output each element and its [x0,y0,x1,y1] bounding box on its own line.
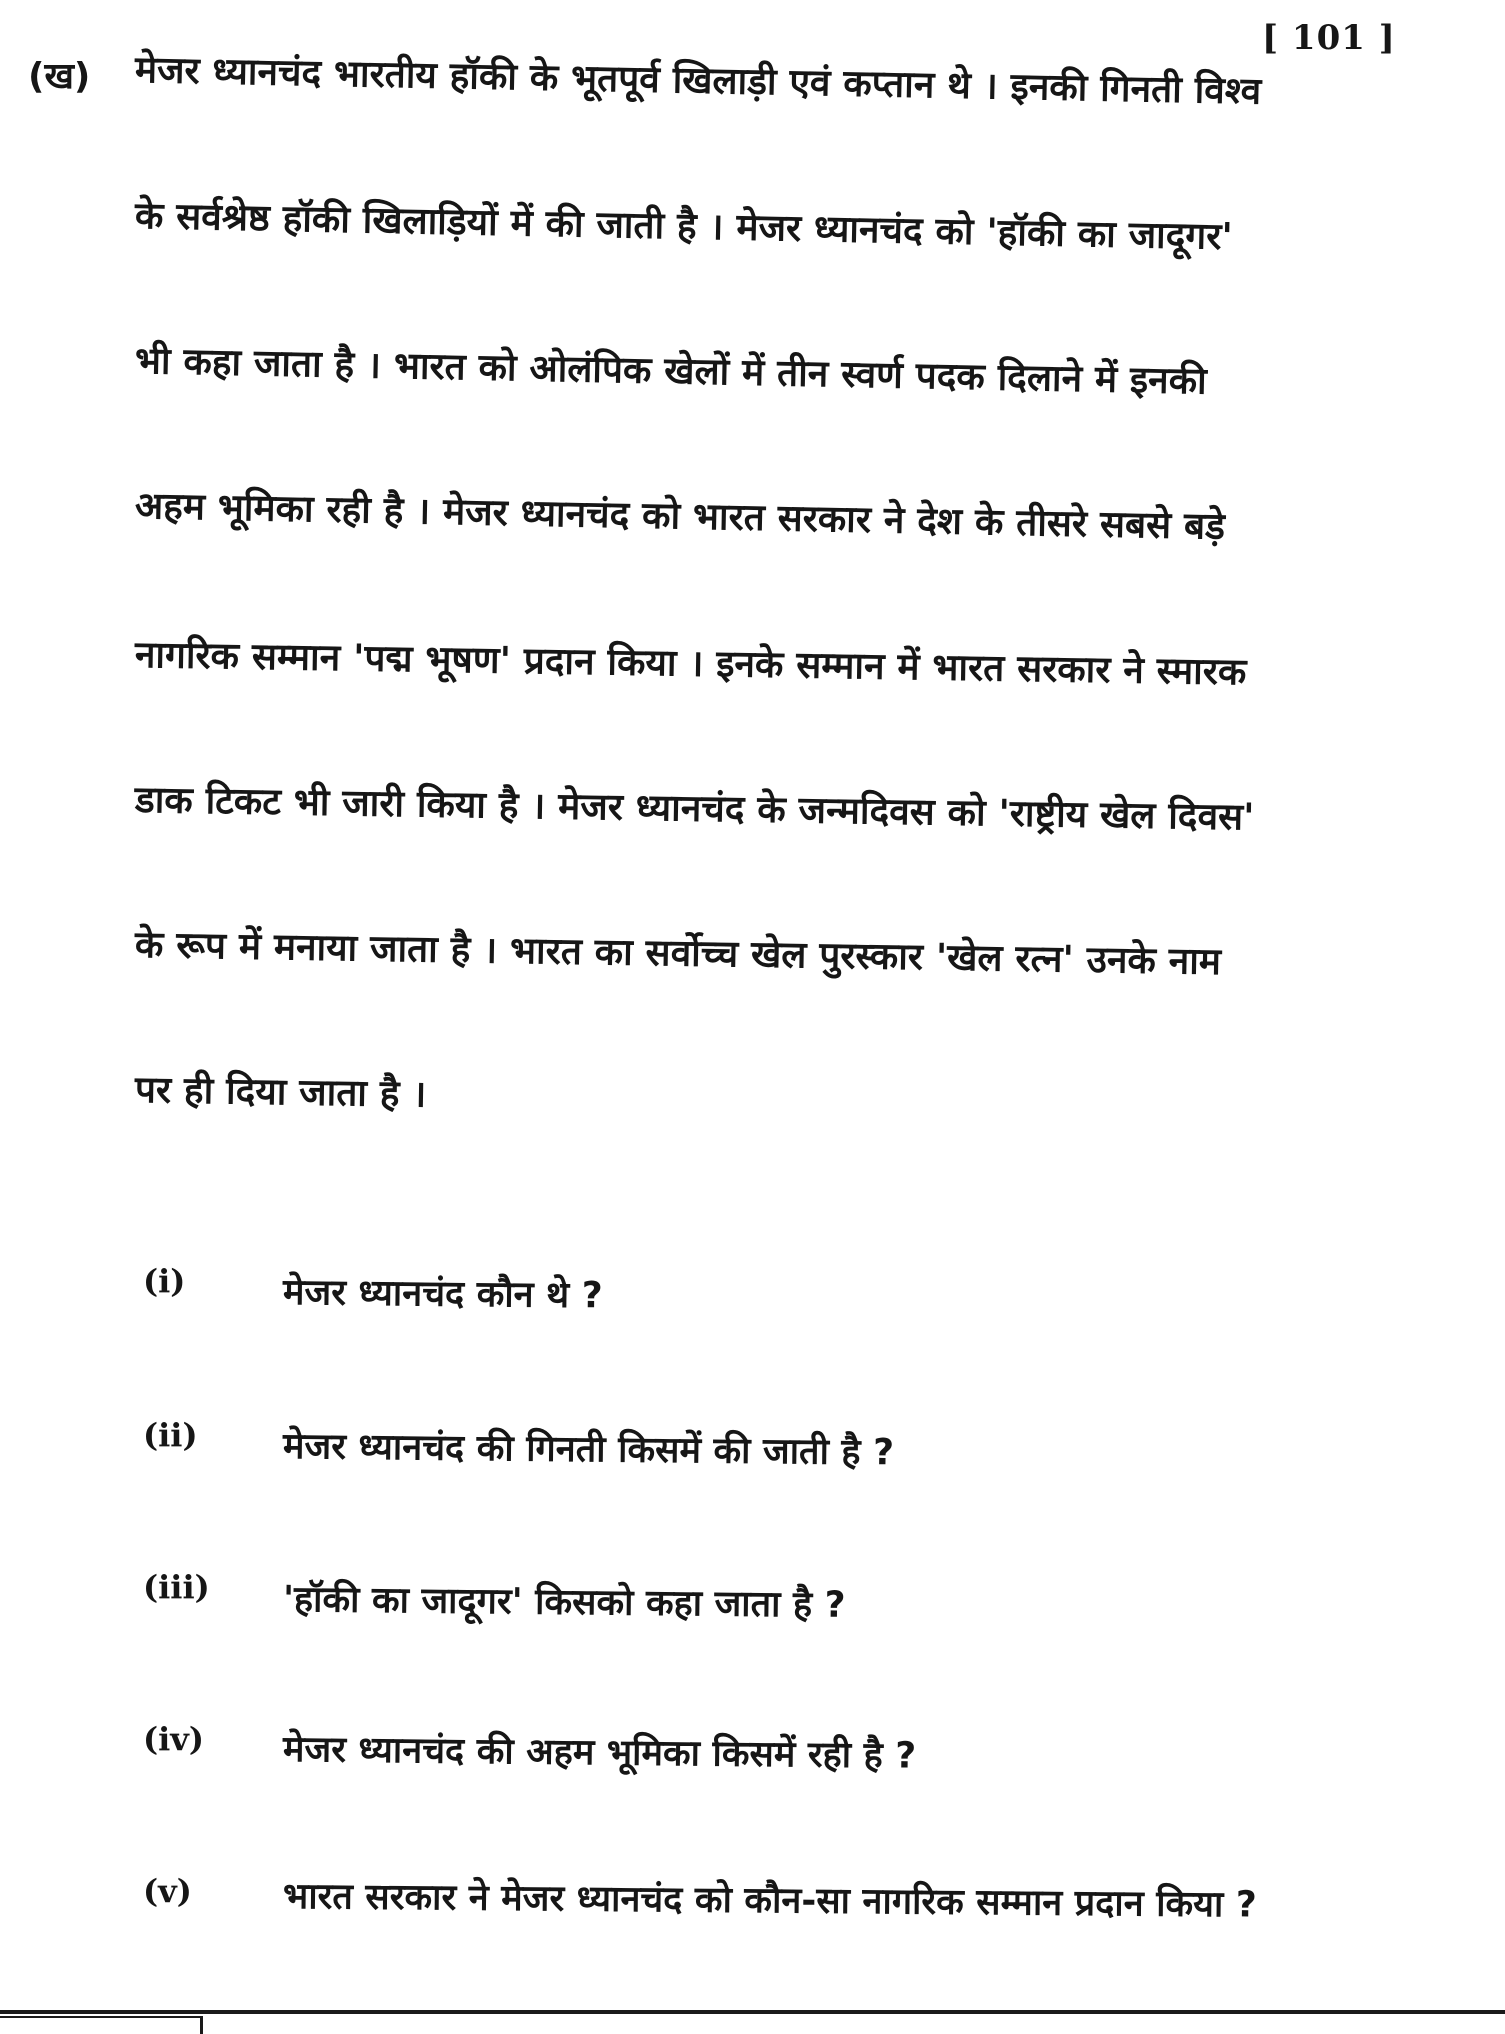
sub-question-text: भारत सरकार ने मेजर ध्यानचंद को कौन-सा नागरिक सम्मान प्रदान किया ? [282,1876,1257,1926]
passage-line: के सर्वश्रेष्ठ हॉकी खिलाड़ियों में की जाती है । मेजर ध्यानचंद को 'हॉकी का जादूगर' [134,194,1234,259]
passage-line: के रूप में मनाया जाता है । भारत का सर्वोच्च खेल पुरस्कार 'खेल रत्न' उनके नाम [134,923,1222,984]
footer-code-box [0,2016,203,2034]
sub-question-text: 'हॉकी का जादूगर' किसको कहा जाता है ? [282,1579,846,1626]
page-number: [ 101 ] [1262,18,1396,58]
passage-line: अहम भूमिका रही है । मेजर ध्यानचंद को भारत सरकार ने देश के तीसरे सबसे बड़े [134,484,1226,548]
sub-question-text: मेजर ध्यानचंद कौन थे ? [282,1272,603,1317]
sub-question-number: (ii) [143,1416,198,1454]
sub-question-text: मेजर ध्यानचंद की गिनती किसमें की जाती है ? [282,1426,895,1474]
passage-line: डाक टिकट भी जारी किया है । मेजर ध्यानचंद के जन्मदिवस को 'राष्ट्रीय खेल दिवस' [134,778,1255,839]
footer-rule [0,2010,1505,2014]
passage-line: पर ही दिया जाता है । [134,1068,427,1116]
passage-line: नागरिक सम्मान 'पद्म भूषण' प्रदान किया । इनके सम्मान में भारत सरकार ने स्मारक [134,633,1247,694]
sub-question-number: (i) [143,1262,186,1300]
sub-question-number: (iii) [143,1568,210,1606]
question-label: (ख) [28,56,91,97]
passage-line: मेजर ध्यानचंद भारतीय हॉकी के भूतपूर्व खिलाड़ी एवं कप्तान थे । इनकी गिनती विश्व [134,48,1262,113]
sub-question-text: मेजर ध्यानचंद की अहम भूमिका किसमें रही है ? [282,1729,917,1777]
passage-line: भी कहा जाता है । भारत को ओलंपिक खेलों में तीन स्वर्ण पदक दिलाने में इनकी [134,339,1208,403]
sub-question-number: (iv) [143,1720,205,1758]
sub-question-number: (v) [143,1872,192,1910]
